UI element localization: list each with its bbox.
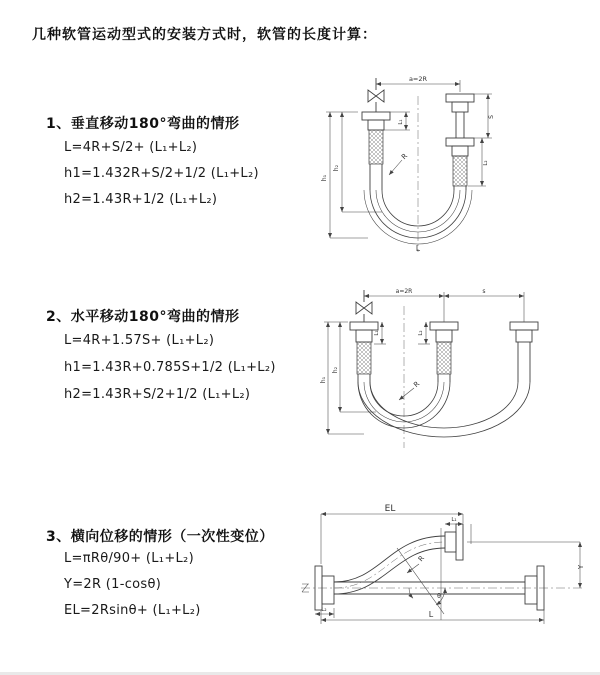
flange [445, 532, 456, 552]
dim-label-h1: h₁ [320, 376, 327, 384]
flange [350, 322, 378, 330]
dim-label-l1: L₁ [374, 330, 380, 336]
braided-hose [437, 342, 451, 374]
dim-label-s: S [488, 115, 495, 119]
diagram-vertical-180-bend [308, 68, 548, 258]
section-1-formula-L: L=4R+S/2+ (L₁+L₂) [64, 140, 198, 155]
flange [510, 322, 538, 330]
dim-label-el: EL [384, 504, 396, 514]
flange [430, 322, 458, 330]
section-3-formula-EL: EL=2Rsinθ+ (L₁+L₂) [64, 603, 201, 618]
flange [368, 120, 384, 130]
hose-curve [334, 536, 445, 582]
flange [446, 138, 474, 146]
braided-hose [369, 130, 383, 164]
hose-curve [334, 548, 445, 594]
radius-label: R [412, 379, 422, 390]
dim-label-s: s [482, 288, 486, 295]
braided-hose [453, 156, 467, 186]
diagram-horizontal-180-bend [312, 282, 562, 457]
flange [525, 576, 537, 604]
section-2-formula-h2: h2=1.43R+S/2+1/2 (L₁+L₂) [64, 387, 251, 402]
section-1-formula-h1: h1=1.432R+S/2+1/2 (L₁+L₂) [64, 166, 259, 181]
dim-label-h2: h₂ [332, 366, 339, 374]
section-3-formula-L: L=πRθ/90+ (L₁+L₂) [64, 551, 194, 566]
section-2-formula-h1: h1=1.43R+0.785S+1/2 (L₁+L₂) [64, 360, 276, 375]
section-2-heading: 2、水平移动180°弯曲的情形 [46, 309, 240, 325]
dim-label-y: Y [577, 564, 585, 570]
valve-icon [356, 302, 364, 314]
diagram-lateral-displacement [293, 502, 593, 652]
page-title: 几种软管运动型式的安装方式时，软管的长度计算： [32, 27, 377, 43]
dim-label-a2r: a=2R [408, 75, 428, 83]
section-1-heading: 1、垂直移动180°弯曲的情形 [46, 116, 240, 132]
hose-assembly [315, 524, 544, 610]
angle-label: θ [437, 593, 441, 600]
section-3-heading: 3、横向位移的情形（一次性变位） [46, 529, 274, 545]
flange [322, 576, 334, 604]
dim-label-h1: h₁ [321, 174, 328, 182]
valve-icon [376, 90, 384, 102]
dim-label-h2: h₂ [333, 164, 340, 172]
hose-curve-centerline [334, 542, 445, 588]
dim-label-l1: L₁ [398, 119, 404, 125]
flange [456, 524, 463, 560]
valve-icon [364, 302, 372, 314]
flange [446, 94, 474, 102]
flange [452, 102, 468, 112]
radius-label: R [416, 554, 427, 564]
flange [452, 146, 468, 156]
section-1-formula-h2: h2=1.43R+1/2 (L₁+L₂) [64, 192, 218, 207]
dimension-lines [315, 514, 580, 624]
dim-label-l2: L₂ [483, 160, 489, 166]
section-2-formula-L: L=4R+1.57S+ (L₁+L₂) [64, 333, 215, 348]
flange [362, 112, 390, 120]
dim-label-l1: L₁ [451, 517, 457, 523]
length-label: L [428, 610, 434, 619]
hose-bend [370, 190, 466, 238]
dim-label-a2r: a=2R [395, 288, 413, 295]
flange [436, 330, 452, 342]
flange [516, 330, 532, 342]
dim-label-l2: L₂ [418, 330, 424, 336]
dim-label-l2: L₂ [321, 607, 327, 613]
flange [356, 330, 372, 342]
section-3-formula-Y: Y=2R (1-cosθ) [64, 577, 162, 592]
length-label: L [415, 244, 421, 253]
braided-hose [357, 342, 371, 374]
dimension-lines [324, 292, 524, 434]
radius-label: R [400, 152, 410, 162]
valve-icon [368, 90, 376, 102]
